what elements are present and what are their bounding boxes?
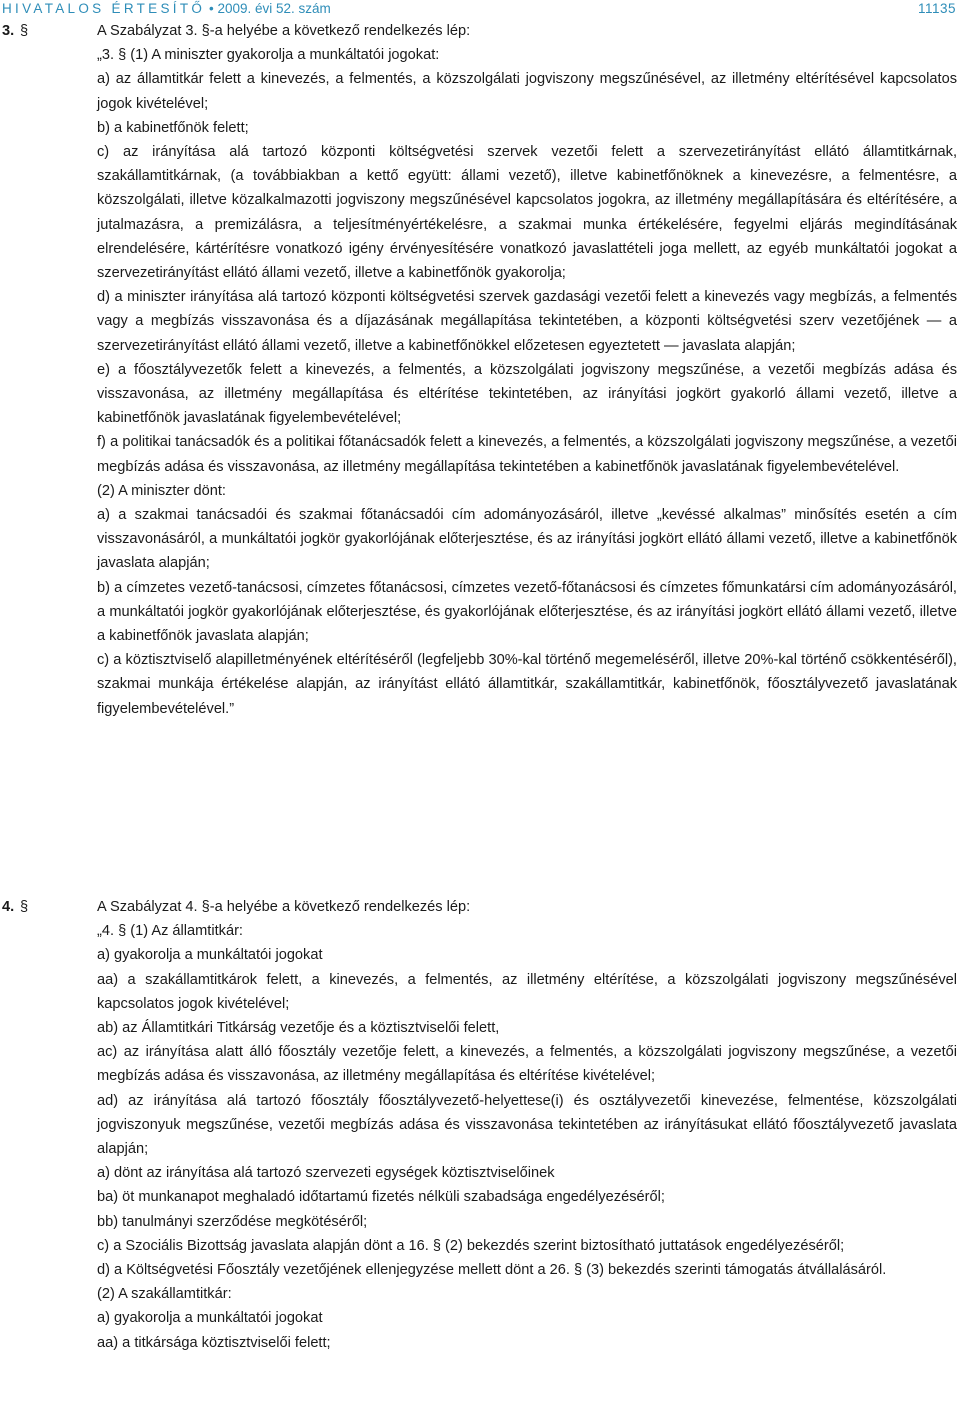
page-number: 11135 xyxy=(917,1,956,16)
paragraph: ac) az irányítása alatt álló főosztály vezetője felett, a kinevezés, a felmentés, a közszolgálati jogviszony megszűnése, a vezetői megbízás adása és visszavonása, az illetmény megállapítása és eltérítése kivételével; xyxy=(97,1044,957,1085)
paragraph: c) a Szociális Bizottság javaslata alapján dönt a 16. § (2) bekezdés szerint biztosítható juttatások engedélyezéséről; xyxy=(97,1237,845,1254)
paragraph: f) a politikai tanácsadók és a politikai főtanácsadók felett a kinevezés, a felmentés, a közszolgálati jogviszony megszűnése, a vezetői megbízás adása és visszavonása, az illetmény megállapítása tekintetében a kabinetfőnök javaslatának figyelembevételével. xyxy=(97,434,957,475)
paragraph: ab) az Államtitkári Titkárság vezetője és a köztisztviselői felett, xyxy=(97,1020,500,1037)
paragraph: a) dönt az irányítása alá tartozó szervezeti egységek köztisztviselőinek xyxy=(97,1165,555,1182)
header-bullet: • xyxy=(208,1,214,16)
paragraph: a) gyakorolja a munkáltatói jogokat xyxy=(97,947,323,964)
issue-number: 2009. évi 52. szám xyxy=(217,1,331,16)
section-symbol: § xyxy=(20,899,29,915)
section-intro: A Szabályzat 4. §-a helyébe a következő rendelkezés lép: xyxy=(97,899,471,915)
paragraph: aa) a titkársága köztisztviselői felett; xyxy=(97,1334,331,1351)
paragraph: c) a köztisztviselő alapilletményének eltérítéséről (legfeljebb 30%-kal történő megemeléséről, illetve 20%-kal történő csökkentéséről), szakmai munkája értékelése alapján, az irányítást ellátó államtitkár, szakállamtitkár, kabinetfőnök, főosztályvezető javaslatának figyelembevételével.” xyxy=(97,652,957,717)
journal-title xyxy=(2,0,331,17)
section-number: 4. xyxy=(2,899,15,915)
paragraph: a) az államtitkár felett a kinevezés, a felmentés, a közszolgálati jogviszony megszűnésével, az illetmény eltérítésével kapcsolatos jogok kivételével; xyxy=(97,71,957,112)
section-number: 3. xyxy=(2,23,15,39)
section-symbol: § xyxy=(20,23,29,39)
section-body xyxy=(97,19,957,721)
journal-name: HIVATALOS ÉRTESÍTŐ xyxy=(2,1,206,16)
paragraph: (2) A miniszter dönt: xyxy=(97,482,226,499)
paragraph: (2) A szakállamtitkár: xyxy=(97,1286,232,1303)
paragraph: a) gyakorolja a munkáltatói jogokat xyxy=(97,1310,323,1327)
paragraph: e) a főosztályvezetők felett a kinevezés, a felmentés, a közszolgálati jogviszony megszűnése, a vezetői megbízás adása és visszavonása, az illetmény megállapítása és eltérítése tekintetében, az irányítási jogkört gyakorló állami vezető, illetve a kabinetfőnök javaslatának figyelembevételével; xyxy=(97,361,957,427)
paragraph: ad) az irányítása alá tartozó főosztály főosztályvezető-helyettese(i) és osztályvezetői kinevezése, felmentése, közszolgálati jogviszonyuk megszűnése, vezetői megbízás adása és visszavonása tekintetében az irányításukat ellátó főosztályvezető javaslata alapján; xyxy=(97,1092,957,1158)
paragraph: „4. § (1) Az államtitkár: xyxy=(97,923,243,940)
paragraph: aa) a szakállamtitkárok felett, a kinevezés, a felmentés, az illetmény eltérítése, a közszolgálati jogviszony megszűnésével kapcsolatos jogok kivételével; xyxy=(97,971,957,1012)
paragraph: c) az irányítása alá tartozó központi költségvetési szervek vezetői felett a szervezetirányítást ellátó államtitkárnak, szakállamtitkárnak, (a továbbiakban a kettő együtt: állami vezető), illetve kabinetfőnöknek a kinevezésre, a felmentésre, a közszolgálati, illetve közalkalmazotti jogviszony megszűnésével kapcsolatos jogokra, az illetmény megállapítására és eltérítésére, a jutalmazásra, a premizálásra, a teljesítményértékelésre, a szakmai munka értékelésére, fegyelmi eljárás megindításának elrendelésére, kártérítésre vonatkozó igény érvényesítésére vonatkozó javaslattételi joga mellett, az egyéb munkáltatói jogokat a szervezetirányítást ellátó állami vezető, illetve a kabinetfőnök gyakorolja; xyxy=(97,144,957,282)
paragraph: ba) öt munkanapot meghaladó időtartamú fizetés nélküli szabadsága engedélyezéséről; xyxy=(97,1189,665,1206)
paragraph: bb) tanulmányi szerződése megkötéséről; xyxy=(97,1213,368,1230)
paragraph: b) a címzetes vezető-tanácsosi, címzetes főtanácsosi, címzetes vezető-főtanácsosi és címzetes főmunkatársi cím adományozásáról, a munkáltatói jogkör gyakorlójának előterjesztése, és gyakorlójának előterjesztése, és az irányítási jogkört ellátó állami vezető, illetve a kabinetfőnök javaslata alapján; xyxy=(97,579,957,645)
paragraph: b) a kabinetfőnök felett; xyxy=(97,119,249,136)
paragraph: a) a szakmai tanácsadói és szakmai főtanácsadói cím adományozásáról, illetve „kevéssé alkalmas” minősítés esetén a cím visszavonásáról, a munkáltatói jogkör gyakorlójának előterjesztése, és az irányítási jogkört ellátó állami vezető, illetve a kabinetfőnök javaslata alapján; xyxy=(97,507,957,572)
page-header xyxy=(0,0,960,20)
paragraph: d) a miniszter irányítása alá tartozó központi költségvetési szervek gazdasági vezetői felett a kinevezés vagy megbízás, a felmentés vagy a megbízás visszavonása és a díjazásának megállapítása tekintetében, a központi költségvetési szerv vezetőjének — a szervezetirányítást ellátó állami vezető, illetve a kabinetfőnökkel előzetesen egyeztetett — javaslata alapján; xyxy=(97,289,957,354)
section-body xyxy=(97,895,957,1355)
paragraph: d) a Költségvetési Főosztály vezetőjének ellenjegyzése mellett dönt a 26. § (3) bekezdés szerinti támogatás átvállalásáról. xyxy=(97,1262,887,1279)
section-intro: A Szabályzat 3. §-a helyébe a következő rendelkezés lép: xyxy=(97,23,471,39)
paragraph: „3. § (1) A miniszter gyakorolja a munkáltatói jogokat: xyxy=(97,47,440,64)
